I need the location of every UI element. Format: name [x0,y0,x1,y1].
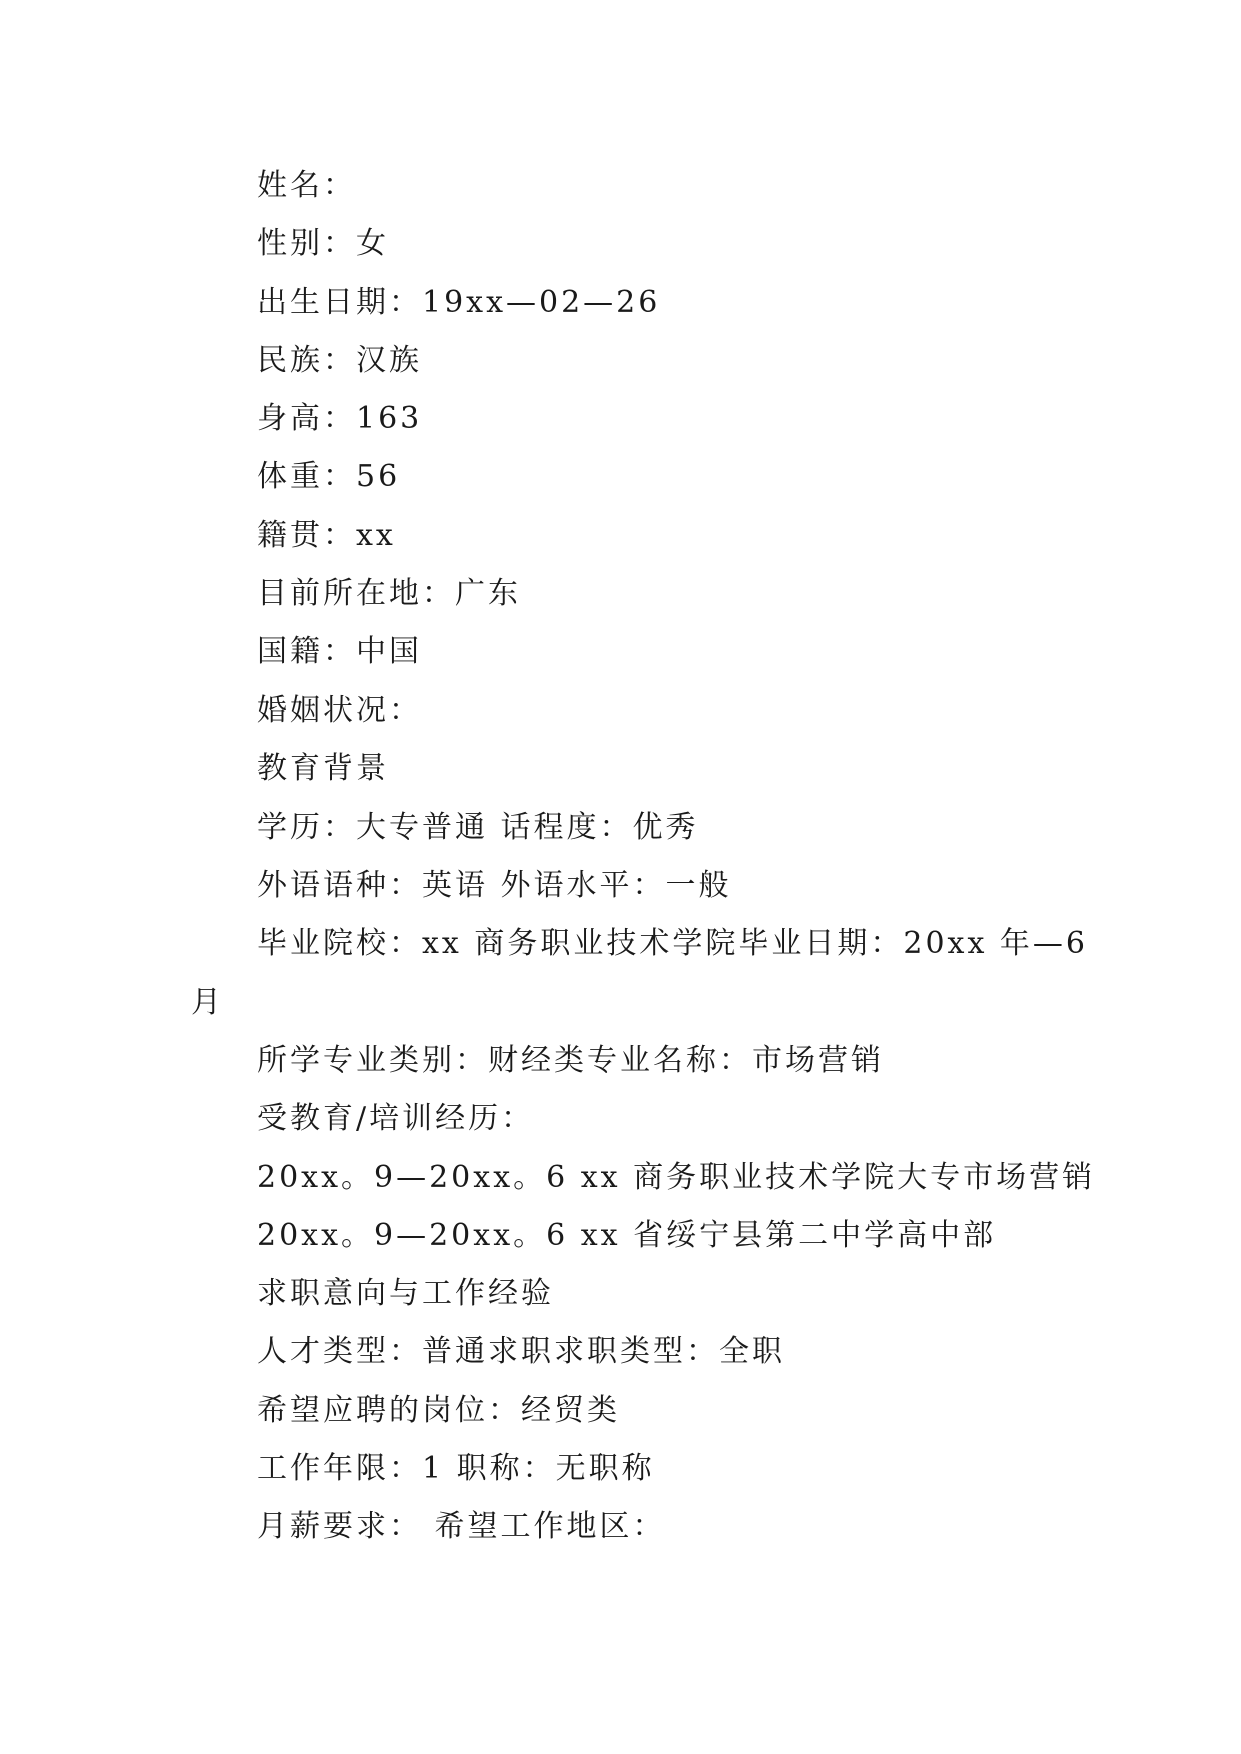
field-native-place: 籍贯：xx [257,518,396,553]
field-education-level: 学历：大专普通 话程度：优秀 [257,810,699,845]
field-nationality: 国籍：中国 [257,634,422,669]
field-birth-date: 出生日期：19xx—02—26 [257,285,661,320]
field-marital-status: 婚姻状况： [257,693,422,728]
field-foreign-language: 外语语种：英语 外语水平：一般 [257,868,732,903]
field-graduate-school: 毕业院校：xx 商务职业技术学院毕业日期：20xx 年—6 [257,926,1089,961]
field-graduate-school-wrap: 月 [191,985,224,1020]
section-heading-education: 教育背景 [257,751,389,786]
field-weight: 体重：56 [257,459,401,494]
field-ethnicity: 民族：汉族 [257,343,422,378]
field-name: 姓名： [257,168,356,203]
field-talent-type: 人才类型：普通求职求职类型：全职 [257,1334,785,1369]
field-salary-location: 月薪要求： 希望工作地区： [257,1509,666,1544]
section-heading-job-intent: 求职意向与工作经验 [257,1276,554,1311]
field-work-years: 工作年限：1 职称：无职称 [257,1451,655,1486]
field-current-location: 目前所在地：广东 [257,576,521,611]
training-entry-highschool: 20xx。9—20xx。6 xx 省绥宁县第二中学高中部 [257,1218,997,1253]
field-training-heading: 受教育/培训经历： [257,1101,535,1136]
field-gender: 性别：女 [257,226,389,261]
field-height: 身高：163 [257,401,423,436]
field-desired-position: 希望应聘的岗位：经贸类 [257,1393,620,1428]
field-major: 所学专业类别：财经类专业名称：市场营销 [257,1043,884,1078]
training-entry-college: 20xx。9—20xx。6 xx 商务职业技术学院大专市场营销 [257,1160,1096,1195]
